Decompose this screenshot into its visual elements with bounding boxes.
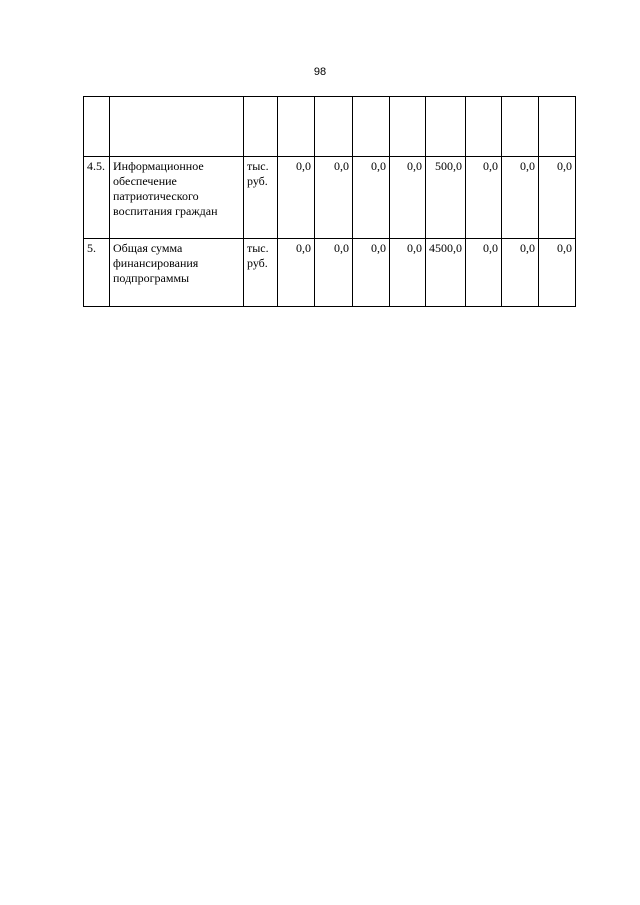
- value-cell: 4500,0: [426, 239, 466, 307]
- row-index: 4.5.: [84, 157, 110, 239]
- value-cell: 0,0: [278, 157, 315, 239]
- table-header-row: [84, 97, 576, 157]
- value-cell: 0,0: [466, 157, 502, 239]
- header-cell: [390, 97, 426, 157]
- value-cell: 0,0: [390, 157, 426, 239]
- row-name: Общая сумма финансирования подпрограммы: [110, 239, 244, 307]
- row-name: Информационное обеспечение патриотического воспитания граждан: [110, 157, 244, 239]
- header-cell: [353, 97, 390, 157]
- value-cell: 0,0: [502, 157, 539, 239]
- value-cell: 0,0: [353, 157, 390, 239]
- header-cell: [315, 97, 353, 157]
- value-cell: 0,0: [466, 239, 502, 307]
- row-unit: тыс. руб.: [244, 157, 278, 239]
- header-cell: [466, 97, 502, 157]
- header-cell: [84, 97, 110, 157]
- header-cell: [502, 97, 539, 157]
- header-cell: [244, 97, 278, 157]
- financing-table: [83, 96, 576, 307]
- row-index: 5.: [84, 239, 110, 307]
- value-cell: 0,0: [502, 239, 539, 307]
- row-unit: тыс. руб.: [244, 239, 278, 307]
- value-cell: 0,0: [315, 239, 353, 307]
- value-cell: 0,0: [539, 239, 576, 307]
- value-cell: 0,0: [315, 157, 353, 239]
- header-cell: [539, 97, 576, 157]
- table-row: [84, 239, 576, 307]
- value-cell: 0,0: [390, 239, 426, 307]
- header-cell: [278, 97, 315, 157]
- table-row: [84, 157, 576, 239]
- header-cell: [426, 97, 466, 157]
- value-cell: 500,0: [426, 157, 466, 239]
- page-number: 98: [313, 66, 327, 78]
- value-cell: 0,0: [278, 239, 315, 307]
- header-cell: [110, 97, 244, 157]
- value-cell: 0,0: [353, 239, 390, 307]
- value-cell: 0,0: [539, 157, 576, 239]
